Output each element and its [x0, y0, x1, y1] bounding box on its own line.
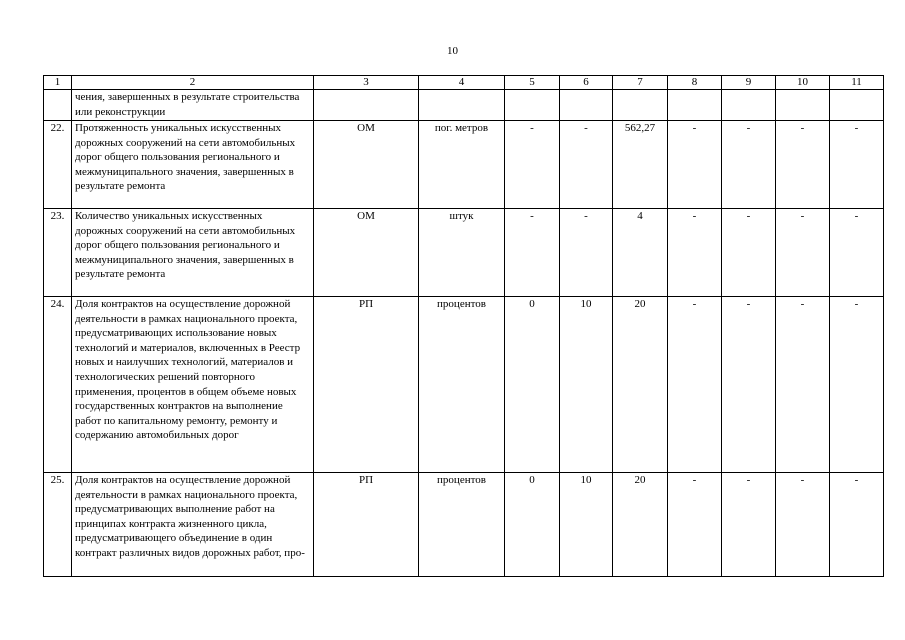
value-cell — [830, 90, 884, 121]
page-number: 10 — [447, 45, 458, 57]
value-cell: - — [722, 209, 776, 297]
value-cell: 562,27 — [613, 121, 668, 209]
indicators-table — [43, 75, 884, 577]
unit-cell: процентов — [419, 297, 505, 473]
value-cell: 20 — [613, 297, 668, 473]
value-cell: - — [830, 121, 884, 209]
value-cell: - — [830, 473, 884, 577]
value-cell: - — [722, 121, 776, 209]
value-cell: - — [776, 121, 830, 209]
level-cell: РП — [314, 473, 419, 577]
value-cell: 20 — [613, 473, 668, 577]
value-cell: - — [505, 209, 560, 297]
header-row — [44, 76, 884, 90]
value-cell: - — [668, 121, 722, 209]
value-cell — [722, 90, 776, 121]
row-number: 23. — [44, 209, 72, 297]
level-cell: ОМ — [314, 121, 419, 209]
value-cell: - — [668, 209, 722, 297]
value-cell — [560, 90, 613, 121]
unit-cell: процентов — [419, 473, 505, 577]
indicator-name: Протяженность уникальных искусственных дорожных сооружений на сети автомобильных дорог общего пользования регионального и межмуниципального значения, завершенных в результате ремонта — [72, 121, 314, 209]
value-cell — [776, 90, 830, 121]
value-cell — [613, 90, 668, 121]
header-cell: 1 — [44, 76, 72, 90]
value-cell: - — [776, 473, 830, 577]
level-cell — [314, 90, 419, 121]
table-row — [44, 473, 884, 577]
value-cell: 10 — [560, 473, 613, 577]
header-cell: 5 — [505, 76, 560, 90]
table-row — [44, 297, 884, 473]
value-cell: - — [560, 121, 613, 209]
value-cell: 10 — [560, 297, 613, 473]
value-cell: - — [560, 209, 613, 297]
header-cell: 2 — [72, 76, 314, 90]
row-number: 24. — [44, 297, 72, 473]
table-row — [44, 121, 884, 209]
table-row — [44, 209, 884, 297]
header-cell: 8 — [668, 76, 722, 90]
value-cell: 4 — [613, 209, 668, 297]
indicator-name: Доля контрактов на осуществление дорожной деятельности в рамках национального проекта, предусматривающих использование новых технологий и материалов, включенных в Реестр новых и наилучших технологий, материалов и технологических решений повторного применения, процентов в общем объеме новых государственных контрактов на выполнение работ по капитальному ремонту, ремонту и содержанию автомобильных дорог — [72, 297, 314, 473]
header-cell: 7 — [613, 76, 668, 90]
table-row — [44, 90, 884, 121]
level-cell: РП — [314, 297, 419, 473]
header-cell: 3 — [314, 76, 419, 90]
value-cell: - — [668, 473, 722, 577]
value-cell: - — [830, 209, 884, 297]
unit-cell: пог. метров — [419, 121, 505, 209]
header-cell: 11 — [830, 76, 884, 90]
value-cell: 0 — [505, 297, 560, 473]
indicator-name: чения, завершенных в результате строительства или реконструкции — [72, 90, 314, 121]
value-cell: - — [722, 473, 776, 577]
value-cell — [505, 90, 560, 121]
indicator-name: Доля контрактов на осуществление дорожной деятельности в рамках национального проекта, предусматривающих выполнение работ на принципах контракта жизненного цикла, предусматривающего объединение в один контракт различных видов дорожных работ, про- — [72, 473, 314, 577]
value-cell: - — [722, 297, 776, 473]
header-cell: 4 — [419, 76, 505, 90]
header-cell: 9 — [722, 76, 776, 90]
row-number: 25. — [44, 473, 72, 577]
unit-cell — [419, 90, 505, 121]
unit-cell: штук — [419, 209, 505, 297]
value-cell: 0 — [505, 473, 560, 577]
indicator-name: Количество уникальных искусственных дорожных сооружений на сети автомобильных дорог общего пользования регионального и межмуниципального значения, завершенных в результате ремонта — [72, 209, 314, 297]
value-cell: - — [668, 297, 722, 473]
row-number — [44, 90, 72, 121]
value-cell: - — [776, 209, 830, 297]
row-number: 22. — [44, 121, 72, 209]
value-cell: - — [776, 297, 830, 473]
value-cell: - — [830, 297, 884, 473]
level-cell: ОМ — [314, 209, 419, 297]
value-cell: - — [505, 121, 560, 209]
header-cell: 6 — [560, 76, 613, 90]
value-cell — [668, 90, 722, 121]
header-cell: 10 — [776, 76, 830, 90]
